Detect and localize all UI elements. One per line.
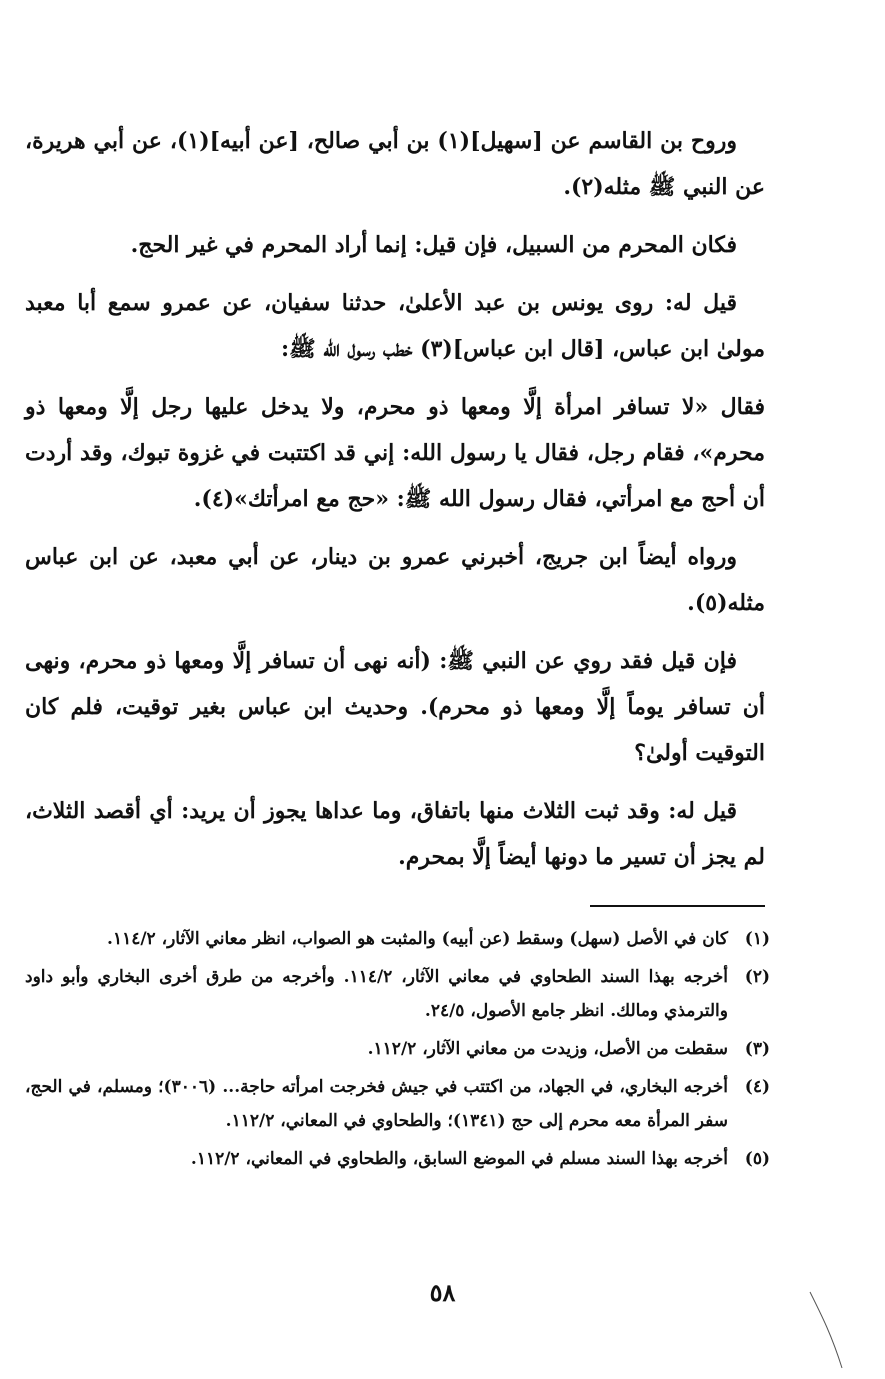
footnote-number: (١) [744, 929, 770, 949]
footnote [25, 1070, 770, 1138]
footnote-text: أخرجه بهذا السند مسلم في الموضع السابق، والطحاوي في المعاني، ١١٢/٢. [190, 1149, 728, 1169]
paragraph: ورواه أيضاً ابن جريج، أخبرني عمرو بن دينار، عن أبي معبد، عن ابن عباس مثله(٥). [25, 544, 765, 616]
footnote-number: (٥) [744, 1149, 770, 1169]
main-text-block [25, 118, 765, 892]
paragraph: وروح بن القاسم عن [سهيل](١) بن أبي صالح، [عن أبيه](١)، عن أبي هريرة، عن النبي ﷺ مثله(٢). [25, 128, 765, 200]
footnote-text: أخرجه البخاري، في الجهاد، من اكتتب في جيش فخرجت امرأته حاجة... (٣٠٠٦)؛ ومسلم، في الحج، سفر المرأة معه محرم إلى حج (١٣٤١)؛ والطحاوي في المعاني، ١١٢/٢. [25, 1077, 728, 1131]
footnote [25, 960, 770, 1028]
scan-artifact-line [808, 1290, 848, 1370]
page-number: ٥٨ [429, 1278, 456, 1307]
paragraph: قيل له: روى يونس بن عبد الأعلىٰ، حدثنا سفيان، عن عمرو سمع أبا معبد مولىٰ ابن عباس، [قال ابن عباس](٣) خطب رسول الله ﷺ: [25, 290, 765, 362]
footnote [25, 1032, 770, 1066]
footnote-text: أخرجه بهذا السند الطحاوي في معاني الآثار، ١١٤/٢. وأخرجه من طرق أخرى البخاري وأبو داود والترمذي ومالك. انظر جامع الأصول، ٢٤/٥. [25, 967, 728, 1021]
footnote-divider [590, 905, 765, 907]
footnote-number: (٢) [744, 967, 770, 987]
footnote-number: (٤) [744, 1077, 770, 1097]
footnote [25, 1142, 770, 1176]
footnotes-block [25, 922, 770, 1180]
footnote [25, 922, 770, 956]
paragraph: قيل له: وقد ثبت الثلاث منها باتفاق، وما عداها يجوز أن يريد: أي أقصد الثلاث، لم يجز أن تسير ما دونها أيضاً إلَّا بمحرم. [25, 798, 765, 870]
footnote-text: كان في الأصل (سهل) وسقط (عن أبيه) والمثبت هو الصواب، انظر معاني الآثار، ١١٤/٢. [107, 929, 728, 949]
paragraph: فقال «لا تسافر امرأة إلَّا ومعها ذو محرم، ولا يدخل عليها رجل إلَّا ومعها ذو محرم»، فقام رجل، فقال يا رسول الله: إني قد اكتتبت في غزوة تبوك، وقد أردت أن أحج مع امرأتي، فقال رسول الله ﷺ: «حج مع امرأتك»(٤). [25, 394, 765, 512]
footnote-number: (٣) [744, 1039, 770, 1059]
footnote-text: سقطت من الأصل، وزيدت من معاني الآثار، ١١٢/٢. [367, 1039, 728, 1059]
paragraph: فإن قيل فقد روي عن النبي ﷺ: (أنه نهى أن تسافر إلَّا ومعها ذو محرم، ونهى أن تسافر يوماً إلَّا ومعها ذو محرم). وحديث ابن عباس بغير توقيت، فلم كان التوقيت أولىٰ؟ [25, 648, 765, 766]
paragraph: فكان المحرم من السبيل، فإن قيل: إنما أراد المحرم في غير الحج. [130, 232, 737, 258]
